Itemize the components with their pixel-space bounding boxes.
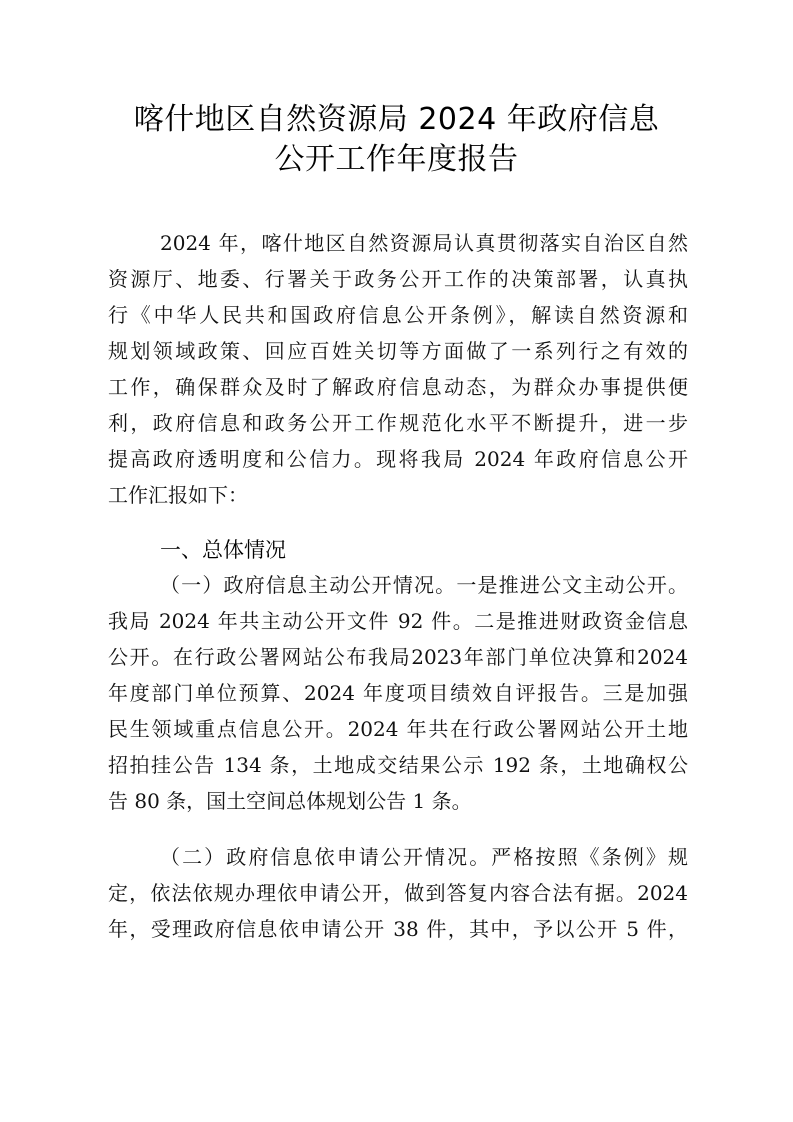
paragraph-line: 年度部门单位预算、2024 年度项目绩效自评报告。三是加强 xyxy=(108,681,688,705)
paragraph-line: 告 80 条，国土空间总体规划公告 1 条。 xyxy=(108,789,472,813)
paragraph-line: （二）政府信息依申请公开情况。严格按照《条例》规 xyxy=(160,845,688,869)
paragraph-line: 提高政府透明度和公信力。现将我局 2024 年政府信息公开 xyxy=(108,447,688,471)
paragraph-line: 工作，确保群众及时了解政府信息动态，为群众办事提供便 xyxy=(108,375,688,399)
section-heading: 一、总体情况 xyxy=(160,538,286,562)
paragraph-line: 2024 年，喀什地区自然资源局认真贯彻落实自治区自然 xyxy=(160,231,688,255)
paragraph-line: 招拍挂公告 134 条，土地成交结果公示 192 条，土地确权公 xyxy=(108,753,688,777)
document-title-line-1: 喀什地区自然资源局 2024 年政府信息 xyxy=(133,102,660,137)
document-title-line-2: 公开工作年度报告 xyxy=(274,142,519,177)
paragraph-line: 规划领域政策、回应百姓关切等方面做了一系列行之有效的 xyxy=(108,339,688,363)
paragraph-line: 利，政府信息和政务公开工作规范化水平不断提升，进一步 xyxy=(108,411,688,435)
paragraph-line: （一）政府信息主动公开情况。一是推进公文主动公开。 xyxy=(160,573,688,597)
paragraph-line: 我局 2024 年共主动公开文件 92 件。二是推进财政资金信息 xyxy=(108,609,688,633)
paragraph-line: 公开。在行政公署网站公布我局2023年部门单位决算和2024 xyxy=(108,645,688,669)
paragraph-line: 资源厅、地委、行署关于政务公开工作的决策部署，认真执 xyxy=(108,267,688,291)
paragraph-line: 定，依法依规办理依申请公开，做到答复内容合法有据。2024 xyxy=(108,881,688,905)
paragraph-line: 年，受理政府信息依申请公开 38 件，其中，予以公开 5 件， xyxy=(108,917,688,941)
paragraph-line: 民生领域重点信息公开。2024 年共在行政公署网站公开土地 xyxy=(108,717,688,741)
paragraph-line: 行《中华人民共和国政府信息公开条例》，解读自然资源和 xyxy=(108,303,688,327)
paragraph-line: 工作汇报如下： xyxy=(108,483,248,507)
